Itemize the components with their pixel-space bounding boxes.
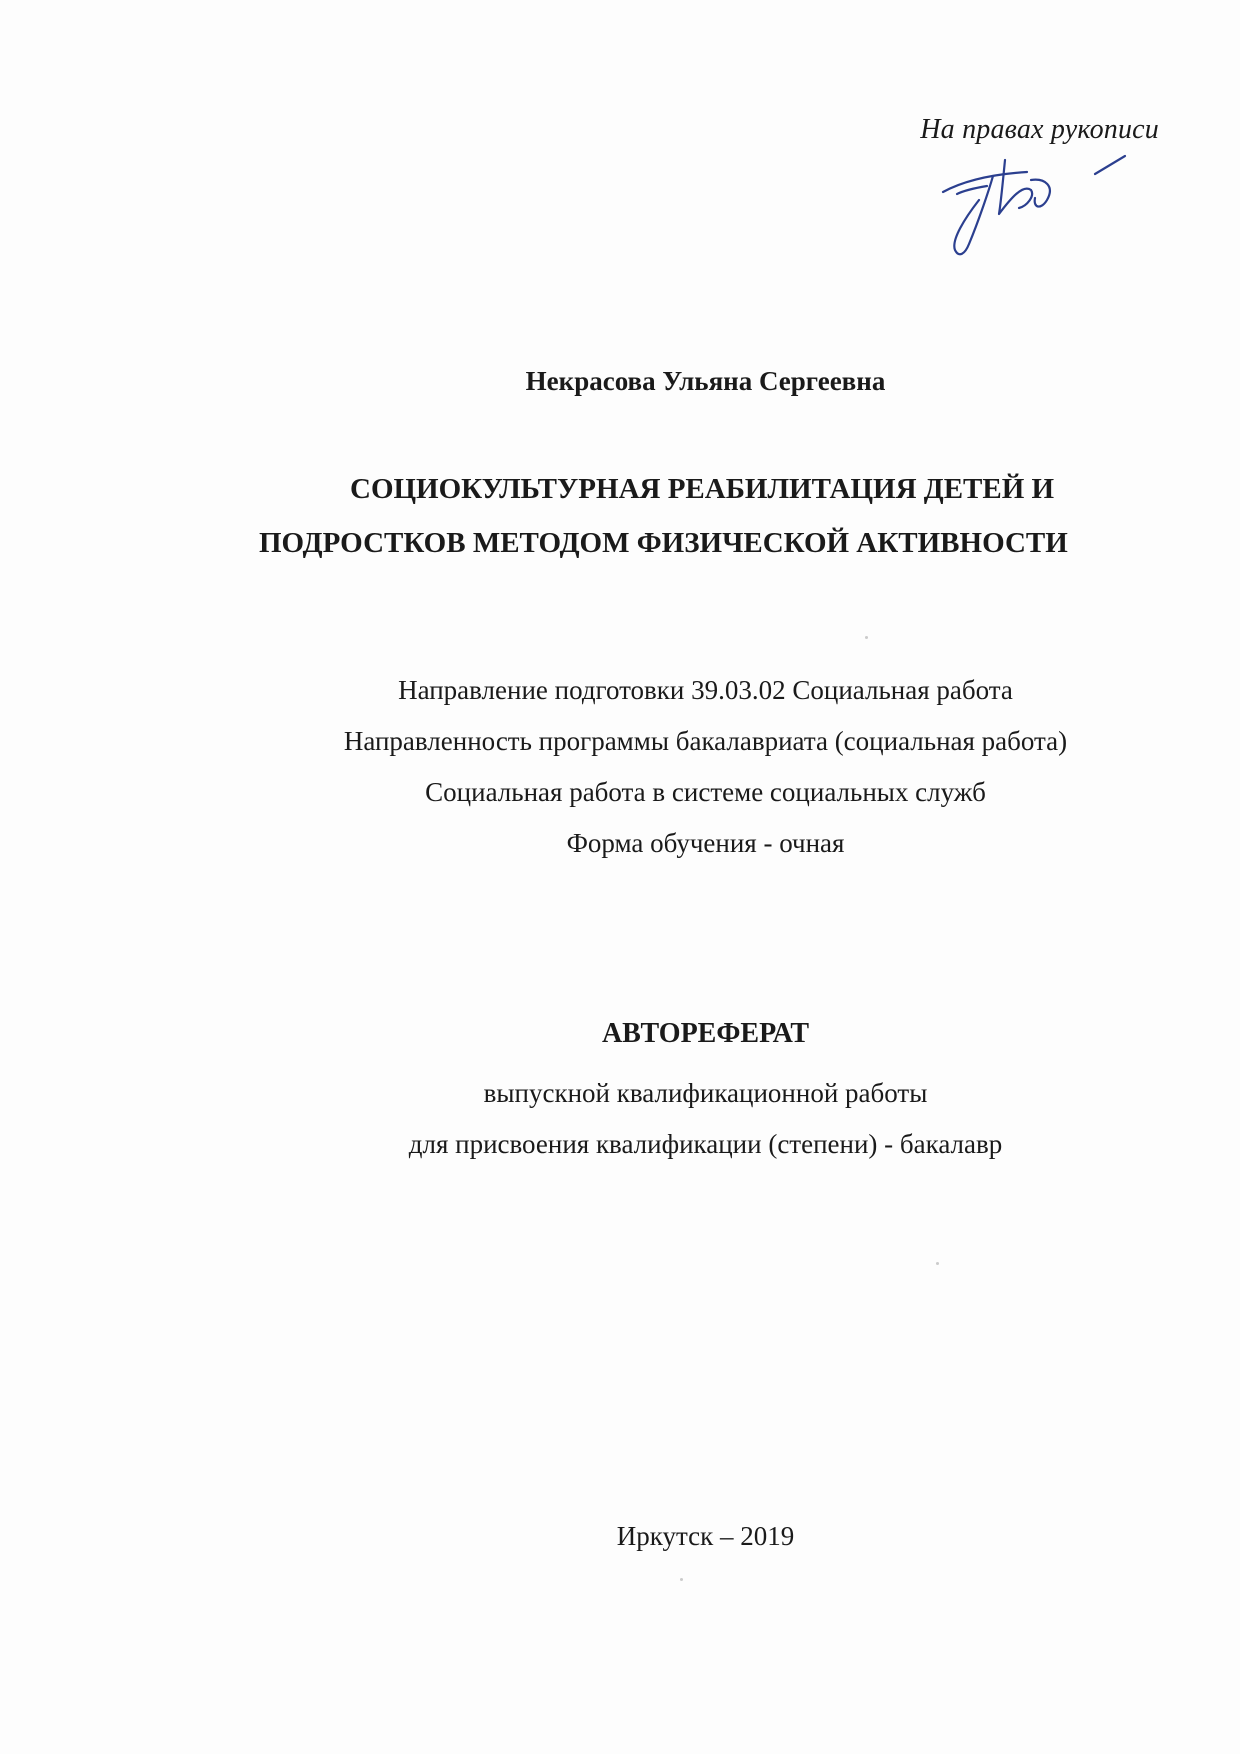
place-and-year: Иркутск – 2019 [616, 1521, 795, 1551]
scan-speck [865, 636, 868, 639]
scan-speck [680, 1578, 683, 1581]
program-info [0, 665, 1240, 869]
abstract-subtitle [0, 1068, 1240, 1170]
thesis-title [0, 462, 1240, 570]
abstract-heading: АВТОРЕФЕРАТ [601, 1018, 810, 1049]
abstract-line-1: выпускной квалификационной работы [483, 1078, 928, 1108]
program-direction: Направление подготовки 39.03.02 Социальная работа [398, 675, 1013, 705]
program-focus: Направленность программы бакалавриата (социальная работа) [343, 726, 1068, 756]
title-line-2: ПОДРОСТКОВ МЕТОДОМ ФИЗИЧЕСКОЙ АКТИВНОСТИ [259, 527, 1068, 559]
title-line-1: СОЦИОКУЛЬТУРНАЯ РЕАБИЛИТАЦИЯ ДЕТЕЙ И [350, 473, 1055, 505]
manuscript-note: На правах рукописи [920, 114, 1159, 145]
study-form: Форма обучения - очная [566, 828, 845, 858]
abstract-line-2: для присвоения квалификации (степени) - бакалавр [408, 1129, 1003, 1159]
scan-speck [936, 1262, 939, 1265]
signature-image [935, 150, 1135, 270]
program-profile: Социальная работа в системе социальных служб [425, 777, 986, 807]
author-name: Некрасова Ульяна Сергеевна [525, 366, 886, 396]
